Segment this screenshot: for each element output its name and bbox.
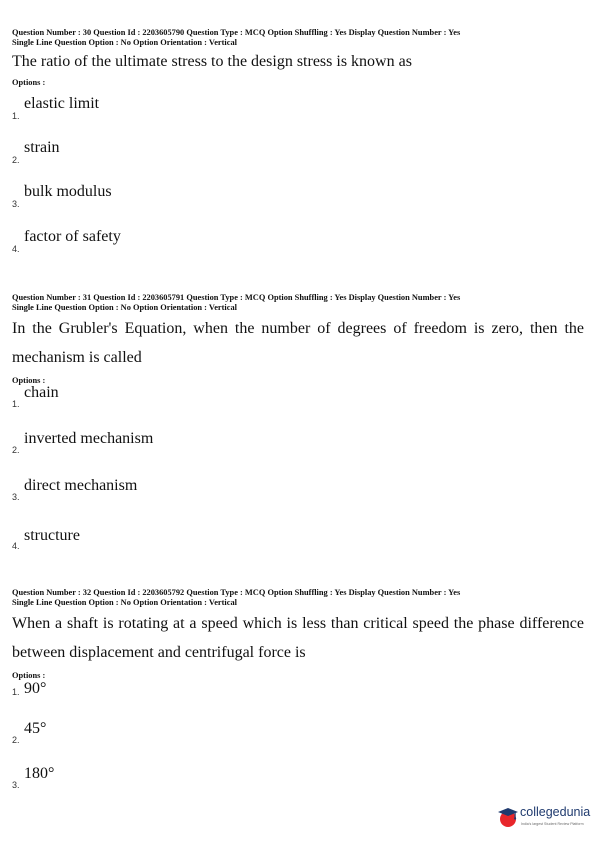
question-text: When a shaft is rotating at a speed which is less than critical speed the phase difference between displacement and centrifugal force is — [12, 615, 584, 662]
question-text: The ratio of the ultimate stress to the design stress is known as — [12, 53, 412, 71]
question-block-30 — [12, 28, 584, 254]
logo-tagline: India's largest Student Review Platform — [521, 822, 584, 826]
option-text: 90° — [24, 680, 47, 697]
options-label: Options : — [12, 78, 46, 88]
option-text: structure — [24, 527, 80, 544]
question-block-31 — [12, 293, 584, 551]
question-meta-line1: Question Number : 30 Question Id : 2203605790 Question Type : MCQ Option Shuffling : Yes Display Question Number : Yes — [12, 28, 461, 37]
question-block-32 — [12, 588, 584, 790]
option-text: bulk modulus — [24, 183, 112, 200]
option-text: 180° — [24, 765, 55, 782]
options-label: Options : — [12, 671, 46, 681]
option-number: 1. — [12, 111, 20, 121]
logo-wordmark: collegedunia — [520, 805, 591, 819]
option-number: 3. — [12, 199, 20, 209]
option-number: 4. — [12, 244, 20, 254]
question-text: In the Grubler's Equation, when the number of degrees of freedom is zero, then the mechanism is called — [12, 320, 584, 367]
option-text: direct mechanism — [24, 477, 138, 494]
collegedunia-logo — [497, 803, 589, 833]
question-meta-line2: Single Line Question Option : No Option Orientation : Vertical — [12, 302, 237, 312]
option-number: 4. — [12, 541, 20, 551]
option-number: 3. — [12, 492, 20, 502]
option-number: 2. — [12, 155, 20, 165]
option-text: elastic limit — [24, 95, 100, 112]
option-text: strain — [24, 139, 60, 156]
option-text: 45° — [24, 720, 47, 737]
question-meta-line2: Single Line Question Option : No Option Orientation : Vertical — [12, 597, 237, 607]
question-meta-line1: Question Number : 31 Question Id : 2203605791 Question Type : MCQ Option Shuffling : Yes Display Question Number : Yes — [12, 293, 461, 302]
option-number: 1. — [12, 687, 20, 697]
options-label: Options : — [12, 376, 46, 386]
option-text: inverted mechanism — [24, 430, 154, 447]
option-text: factor of safety — [24, 228, 121, 245]
option-number: 3. — [12, 780, 20, 790]
question-meta-line1: Question Number : 32 Question Id : 2203605792 Question Type : MCQ Option Shuffling : Yes Display Question Number : Yes — [12, 588, 461, 597]
option-number: 2. — [12, 735, 20, 745]
option-number: 2. — [12, 445, 20, 455]
graduate-cap-icon — [497, 805, 519, 829]
question-meta-line2: Single Line Question Option : No Option Orientation : Vertical — [12, 37, 237, 47]
option-text: chain — [24, 384, 59, 401]
option-number: 1. — [12, 399, 20, 409]
